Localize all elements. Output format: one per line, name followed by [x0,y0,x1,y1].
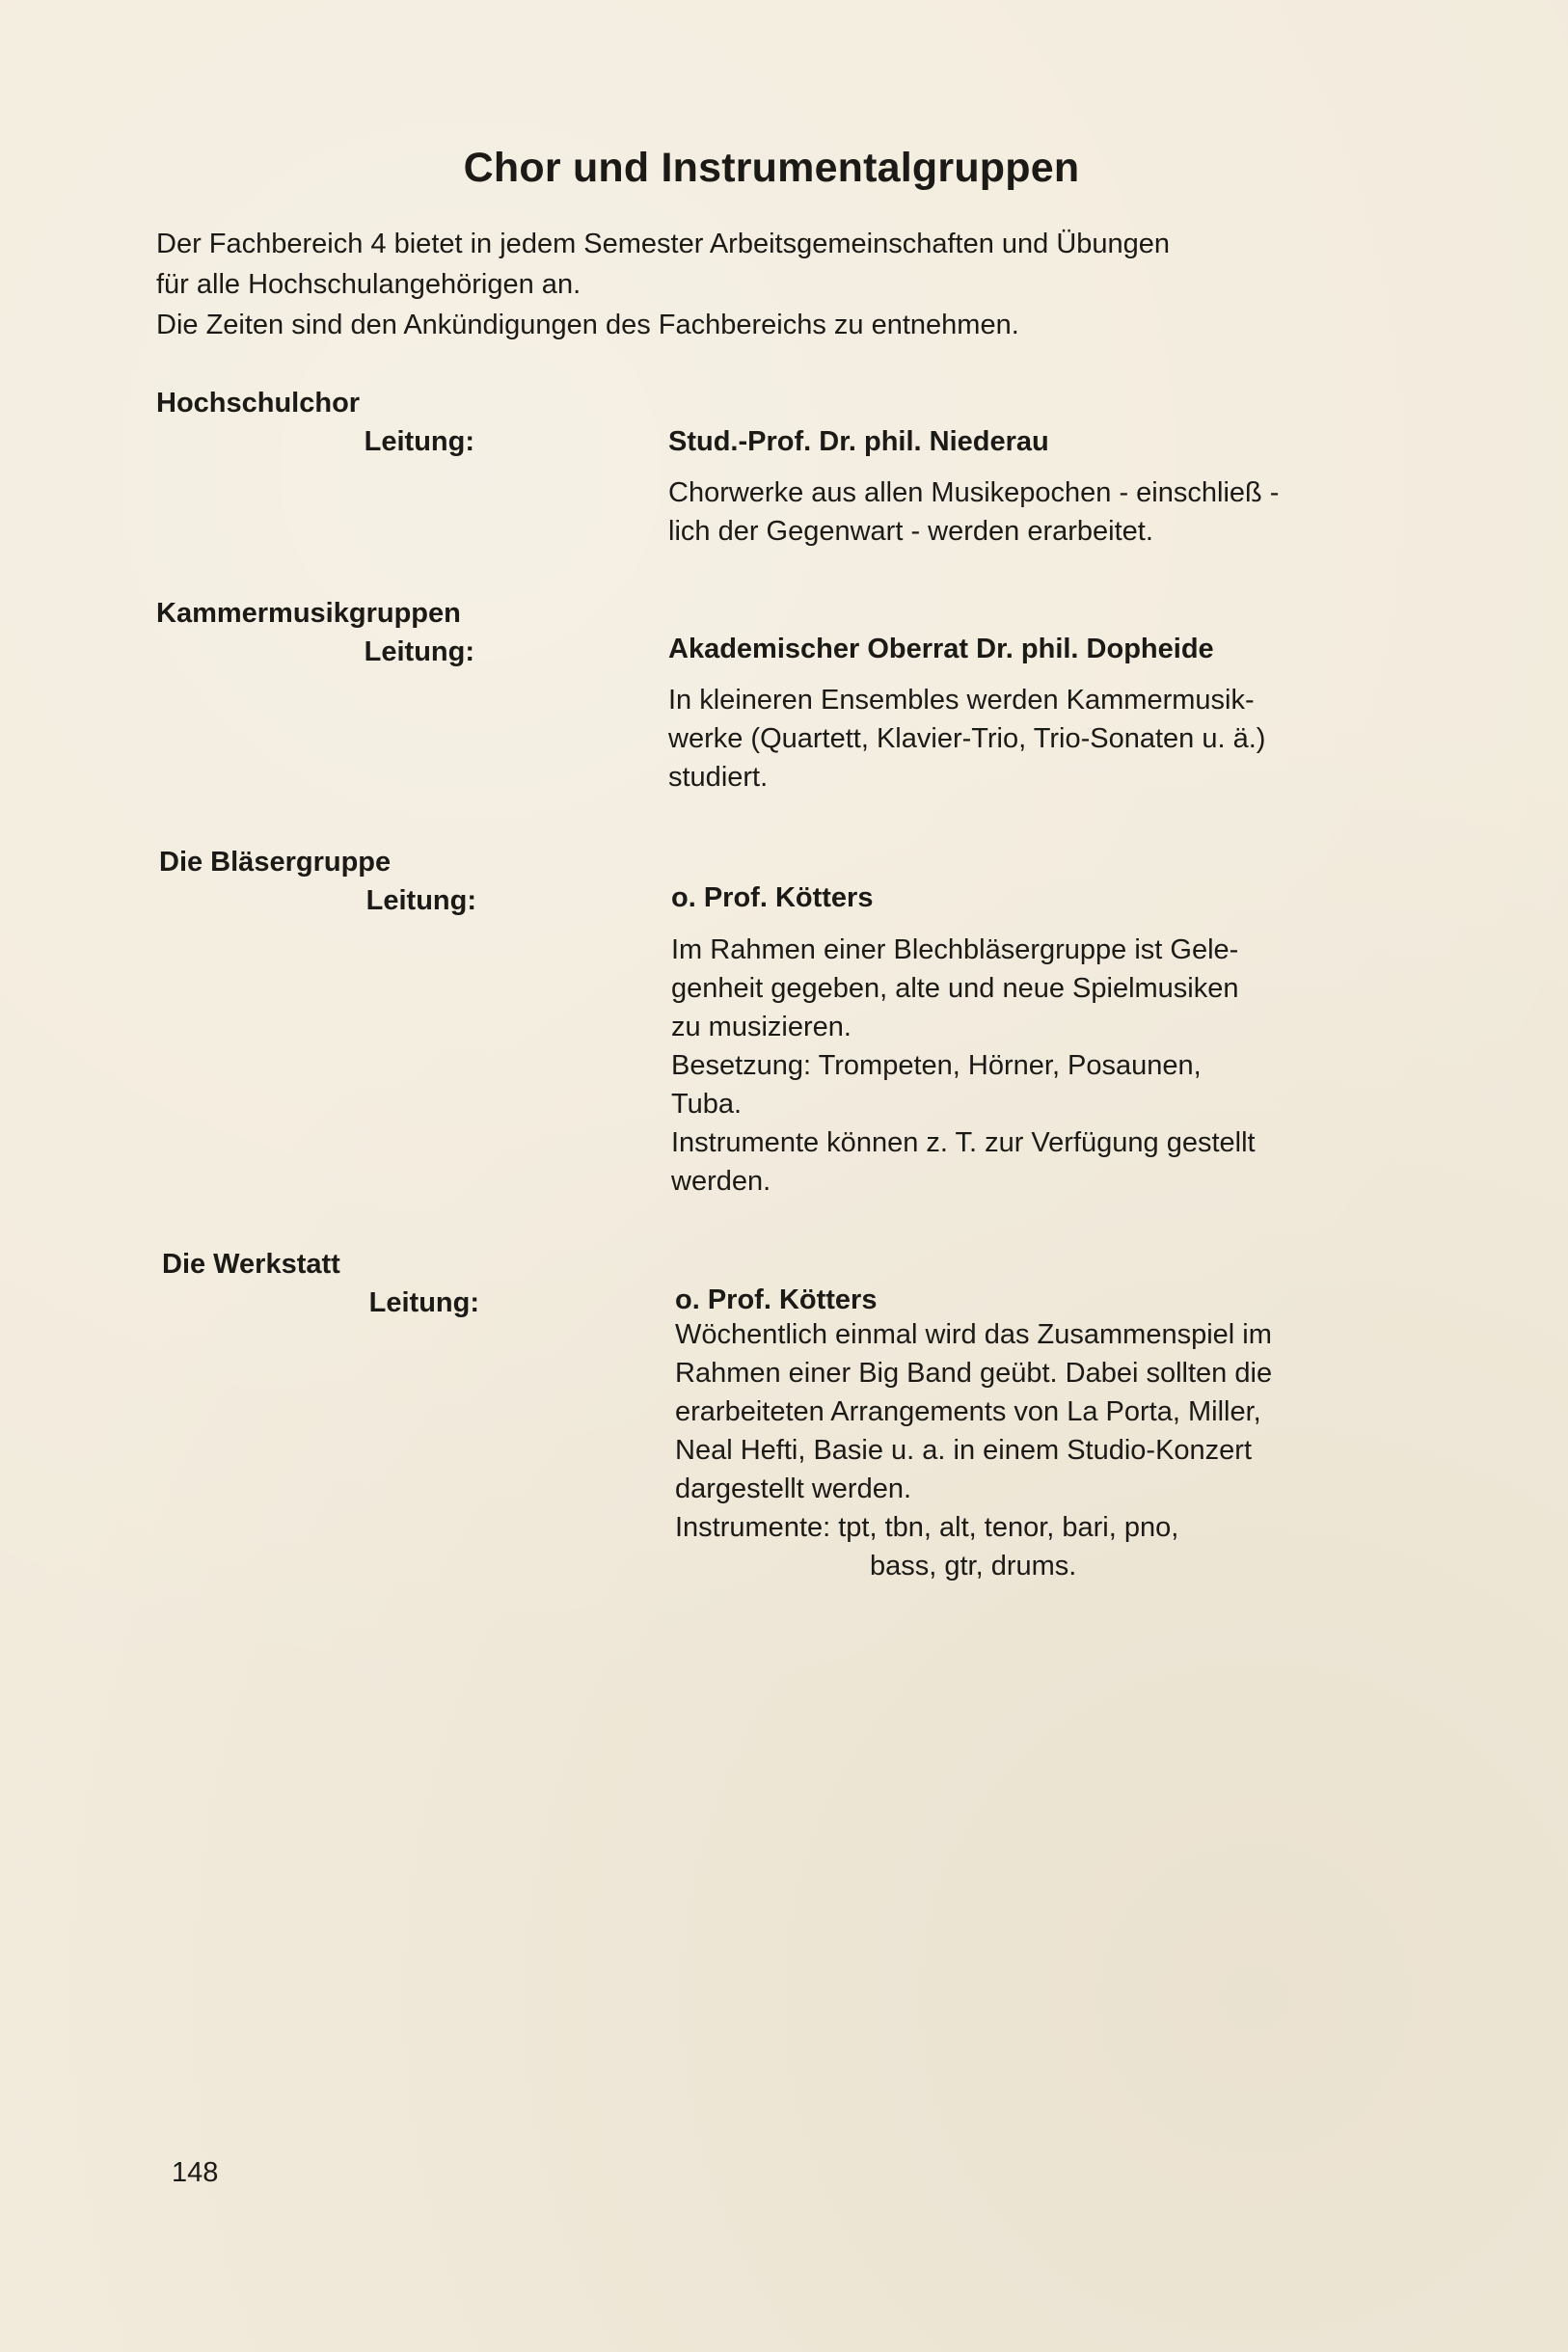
intro-line: Der Fachbereich 4 bietet in jedem Semester Arbeitsgemeinschaften und Übungen [156,229,1171,259]
description-line: Instrumente können z. T. zur Verfügung gestellt [671,1127,1256,1158]
leitung-label: Leitung: [365,885,476,916]
section-description [671,931,1404,1201]
intro-line: für alle Hochschulangehörigen an. [156,269,581,300]
page-title: Chor und Instrumentalgruppen [463,145,1080,191]
description-line: Wöchentlich einmal wird das Zusammenspiel im [675,1319,1272,1350]
description-line: werke (Quartett, Klavier-Trio, Trio-Sonaten u. ä.) [668,723,1266,754]
section-leader: Stud.-Prof. Dr. phil. Niederau [668,426,1049,457]
description-line: Instrumente: tpt, tbn, alt, tenor, bari, pno, [675,1512,1179,1543]
description-line: dargestellt werden. [675,1473,912,1504]
page-number: 148 [172,2157,219,2188]
description-line: werden. [671,1166,771,1197]
description-line: studiert. [668,762,769,793]
section-leader: o. Prof. Kötters [675,1284,878,1315]
section-description [668,681,1401,797]
leitung-label: Leitung: [364,426,474,457]
section-name-werkstatt: Die Werkstatt [162,1249,340,1280]
description-line: lich der Gegenwart - werden erarbeitet. [668,516,1153,547]
section-name-kammermusikgruppen: Kammermusikgruppen [156,598,461,629]
description-line: Tuba. [671,1089,743,1120]
description-line: Im Rahmen einer Blechbläsergruppe ist Gele- [671,934,1239,965]
leitung-label: Leitung: [368,1287,479,1318]
description-line: Besetzung: Trompeten, Hörner, Posaunen, [671,1050,1202,1081]
description-line: In kleineren Ensembles werden Kammermusik- [668,685,1255,716]
description-line: bass, gtr, drums. [870,1551,1077,1582]
section-leader: o. Prof. Kötters [671,882,874,913]
intro-paragraph [156,224,1410,345]
description-line: Chorwerke aus allen Musikepochen - einschließ - [668,477,1280,508]
section-description [675,1315,1408,1585]
description-line: zu musizieren. [671,1012,852,1042]
description-line: Neal Hefti, Basie u. a. in einem Studio-Konzert [675,1435,1253,1466]
description-line: genheit gegeben, alte und neue Spielmusiken [671,973,1239,1004]
section-description [668,473,1401,551]
section-name-hochschulchor: Hochschulchor [156,388,361,419]
section-leader: Akademischer Oberrat Dr. phil. Dopheide [668,634,1214,664]
leitung-label: Leitung: [364,636,474,667]
intro-line: Die Zeiten sind den Ankündigungen des Fachbereichs zu entnehmen. [156,310,1019,340]
description-line: Rahmen einer Big Band geübt. Dabei sollten die [675,1358,1273,1389]
section-name-blaesergruppe: Die Bläsergruppe [159,847,392,878]
description-line: erarbeiteten Arrangements von La Porta, Miller, [675,1396,1261,1427]
